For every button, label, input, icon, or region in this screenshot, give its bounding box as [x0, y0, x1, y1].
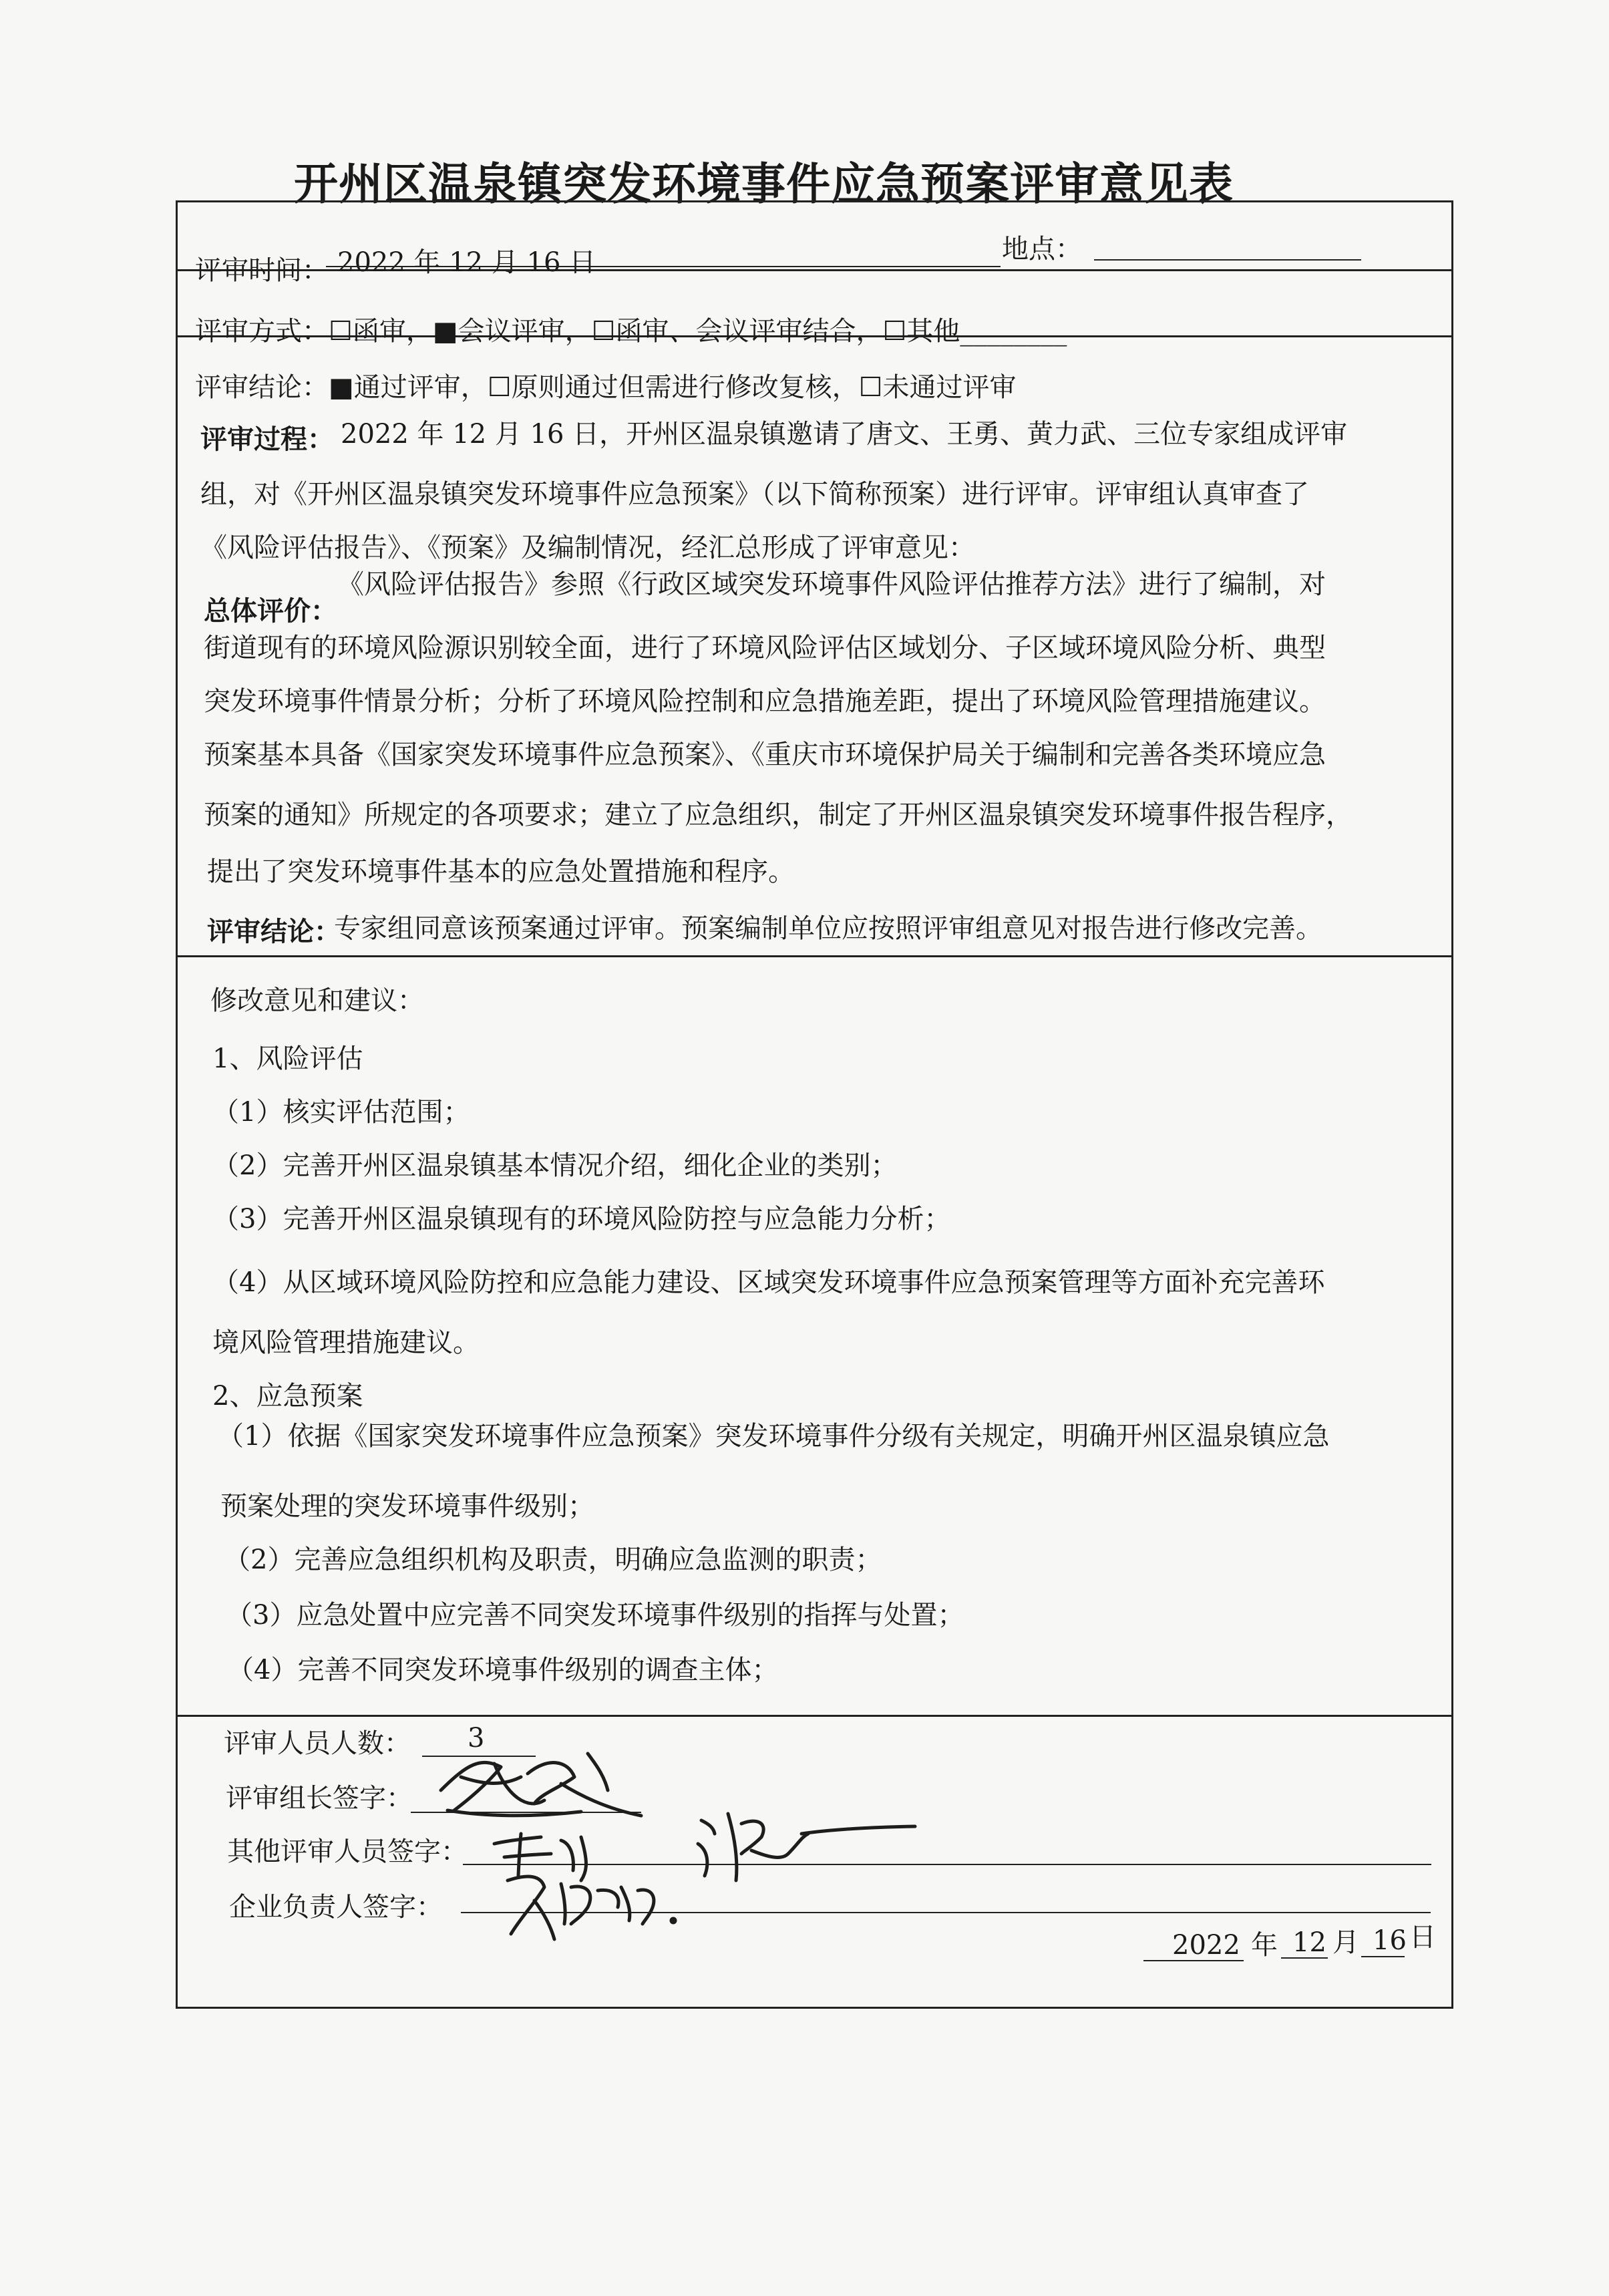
date-year-underline: [1143, 1960, 1244, 1961]
review-method: 评审方式：☐函审，■会议评审，☐函审、会议评审结合，☐其他________: [195, 316, 1067, 347]
suggestion-line: （3）完善开州区温泉镇现有的环境风险防控与应急能力分析；: [212, 1204, 951, 1235]
suggestion-line: （1）依据《国家突发环境事件应急预案》突发环境事件分级有关规定，明确开州区温泉镇应急: [217, 1421, 1330, 1452]
overall-line: 提出了突发环境事件基本的应急处置措施和程序。: [207, 856, 795, 887]
suggestion-line: （2）完善开州区温泉镇基本情况介绍，细化企业的类别；: [212, 1150, 898, 1181]
company-signature: [488, 1854, 701, 1947]
suggestion-line: （3）应急处置中应完善不同突发环境事件级别的指挥与处置；: [226, 1600, 964, 1631]
suggestions-heading: 修改意见和建议：: [210, 985, 424, 1016]
process-label: 评审过程：: [200, 424, 334, 455]
suggestion-line: 2、应急预案: [212, 1381, 363, 1412]
overall-line: 预案的通知》所规定的各项要求；建立了应急组织，制定了开州区温泉镇突发环境事件报告程序，: [204, 800, 1353, 830]
reviewer-count-value: 3: [468, 1723, 485, 1754]
process-line: 《风险评估报告》、《预案》及编制情况，经汇总形成了评审意见：: [200, 532, 975, 563]
review-time-value: 2022 年 12 月 16 日: [337, 247, 596, 278]
date-year-unit: 年: [1251, 1930, 1278, 1961]
review-time-label: 评审时间：: [195, 255, 329, 286]
overall-line: 《风险评估报告》参照《行政区域突发环境事件风险评估推荐方法》进行了编制，对: [337, 569, 1326, 600]
overall-line: 街道现有的环境风险源识别较全面，进行了环境风险评估区域划分、子区域环境风险分析、典型: [204, 633, 1326, 663]
leader-sign-label: 评审组长签字：: [226, 1783, 413, 1814]
suggestion-line: （2）完善应急组织机构及职责，明确应急监测的职责；: [224, 1544, 882, 1575]
overall-line: 突发环境事件情景分析；分析了环境风险控制和应急措施差距，提出了环境风险管理措施建议。: [204, 686, 1326, 717]
document-title: 开州区温泉镇突发环境事件应急预案评审意见表: [294, 158, 1234, 210]
date-month-underline: [1281, 1957, 1328, 1959]
row-divider: [176, 955, 1453, 957]
date-month-unit: 月: [1332, 1927, 1359, 1958]
suggestion-line: （1）核实评估范围；: [212, 1097, 470, 1128]
suggestion-line: 境风险管理措施建议。: [212, 1327, 480, 1358]
date-day: 16: [1373, 1925, 1407, 1956]
review-conclusion-text: 专家组同意该预案通过评审。预案编制单位应按照评审组意见对报告进行修改完善。: [334, 913, 1322, 944]
suggestion-line: （4）从区域环境风险防控和应急能力建设、区域突发环境事件应急预案管理等方面补充完善环: [212, 1267, 1325, 1298]
suggestion-line: 预案处理的突发环境事件级别；: [220, 1491, 594, 1522]
suggestion-line: 1、风险评估: [212, 1043, 363, 1074]
review-place-label: 地点：: [1002, 234, 1082, 265]
row-divider: [176, 1715, 1453, 1717]
date-day-unit: 日: [1409, 1922, 1436, 1953]
others-sign-label: 其他评审人员签字：: [227, 1836, 468, 1867]
review-time-underline: [326, 266, 1001, 267]
overall-label: 总体评价：: [204, 596, 337, 627]
review-place-underline: [1094, 259, 1361, 261]
review-conclusion-summary: 评审结论：■通过评审，☐原则通过但需进行修改复核，☐未通过评审: [195, 372, 1017, 403]
company-sign-label: 企业负责人签字：: [229, 1892, 443, 1923]
reviewer-count-label: 评审人员人数：: [224, 1728, 411, 1759]
date-month: 12: [1292, 1927, 1326, 1958]
date-year: 2022: [1172, 1930, 1240, 1961]
process-line: 组，对《开州区温泉镇突发环境事件应急预案》（以下简称预案）进行评审。评审组认真审查了: [200, 479, 1309, 510]
process-line: 2022 年 12 月 16 日，开州区温泉镇邀请了唐文、王勇、黄力武、三位专家组成评审: [341, 419, 1348, 450]
suggestion-line: （4）完善不同突发环境事件级别的调查主体；: [227, 1655, 779, 1685]
overall-line: 预案基本具备《国家突发环境事件应急预案》、《重庆市环境保护局关于编制和完善各类环境应急: [204, 740, 1326, 770]
date-day-underline: [1361, 1956, 1405, 1957]
review-conclusion-label: 评审结论：: [207, 917, 341, 947]
